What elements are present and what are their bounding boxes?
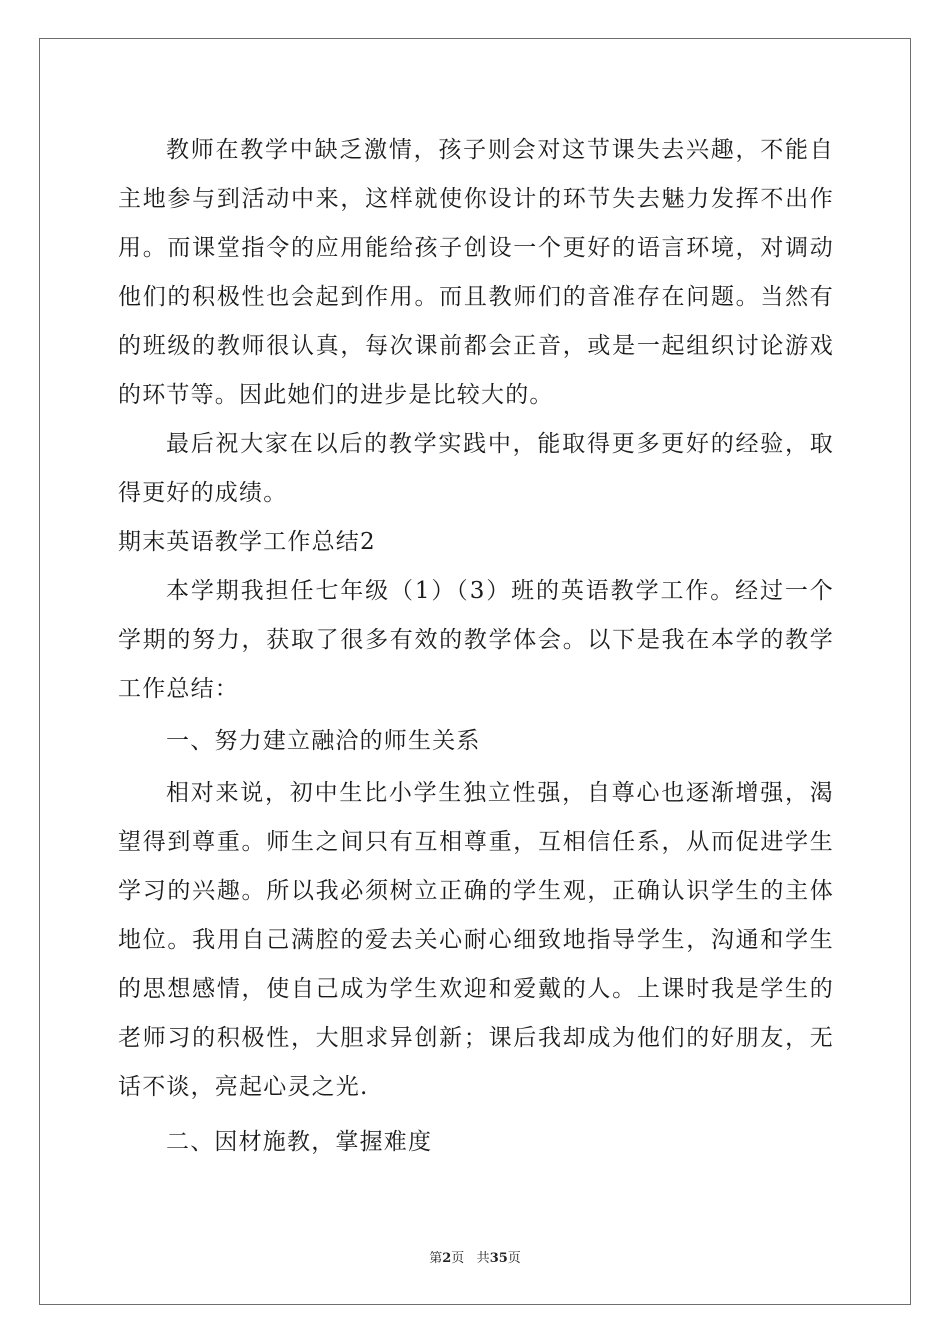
subheading-2: 二、因材施教，掌握难度 <box>166 1129 433 1155</box>
body-paragraph-1: 教师在教学中缺乏激情，孩子则会对这节课失去兴趣，不能自主地参与到活动中来，这样就使你设计的环节失去魅力发挥不出作用。而课堂指令的应用能给孩子创设一个更好的语言环境，对调动他们的积极性也会起到作用。而且教师们的音准存在问题。当然有的班级的教师很认真，每次课前都会正音，或是一起组织讨论游戏的环节等。因此她们的进步是比较大的。 <box>118 137 834 408</box>
total-prefix: 共 <box>476 1251 490 1266</box>
body-paragraph-2: 最后祝大家在以后的教学实践中，能取得更多更好的经验，取得更好的成绩。 <box>118 431 834 506</box>
subheading-1: 一、努力建立融洽的师生关系 <box>166 728 481 754</box>
page-suffix: 页 <box>451 1251 465 1266</box>
page-footer <box>0 1247 950 1266</box>
page-number: 2 <box>442 1251 452 1266</box>
section-title: 期末英语教学工作总结2 <box>118 529 376 555</box>
section-paragraph-1: 本学期我担任七年级（1）（3）班的英语教学工作。经过一个学期的努力，获取了很多有效的教学体会。以下是我在本学的教学工作总结： <box>118 578 834 702</box>
page-prefix: 第 <box>429 1251 443 1266</box>
document-body <box>118 126 834 1167</box>
section-paragraph-2: 相对来说，初中生比小学生独立性强，自尊心也逐渐增强，渴望得到尊重。师生之间只有互相尊重，互相信任系，从而促进学生学习的兴趣。所以我必须树立正确的学生观，正确认识学生的主体地位。我用自己满腔的爱去关心耐心细致地指导学生，沟通和学生的思想感情，使自己成为学生欢迎和爱戴的人。上课时我是学生的老师习的积极性，大胆求异创新；课后我却成为他们的好朋友，无话不谈，亮起心灵之光. <box>118 780 834 1100</box>
total-suffix: 页 <box>507 1251 521 1266</box>
total-pages: 35 <box>489 1251 508 1266</box>
